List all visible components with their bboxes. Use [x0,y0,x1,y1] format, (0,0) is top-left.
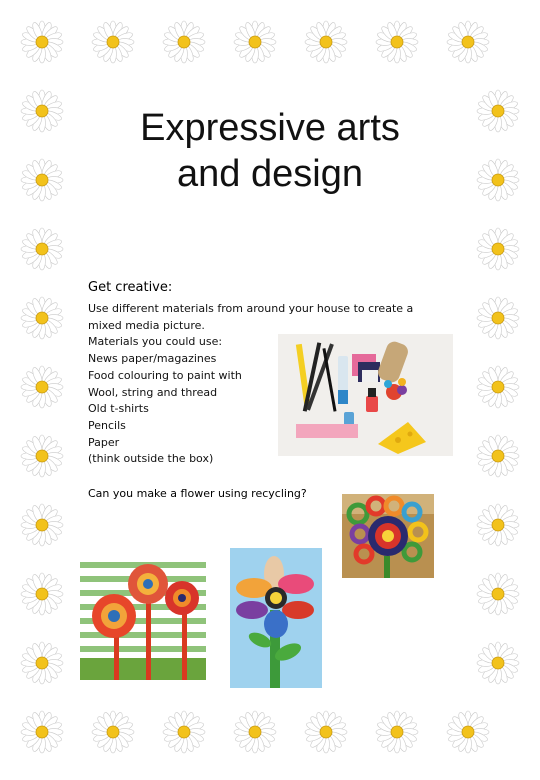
daisy-icon [20,641,64,685]
body-line: Wool, string and thread [88,385,218,399]
daisy-icon [476,227,520,271]
body-line: Materials you could use: [88,335,223,349]
title-line-1: Expressive arts [140,107,400,149]
daisy-icon [91,710,135,754]
daisy-icon [20,503,64,547]
daisy-icon [476,503,520,547]
daisy-icon [304,20,348,64]
daisy-icon [476,572,520,616]
craft-materials-photo [278,334,453,456]
daisy-icon [304,710,348,754]
body-line: Food colouring to paint with [88,368,242,382]
daisy-icon [476,641,520,685]
daisy-icon [20,20,64,64]
daisy-icon [20,710,64,754]
body-line: Old t-shirts [88,402,149,416]
daisy-icon [162,20,206,64]
body-line: Paper [88,435,120,449]
daisy-icon [233,20,277,64]
daisy-icon [20,365,64,409]
daisy-icon [20,89,64,133]
daisy-icon [162,710,206,754]
daisy-icon [446,20,490,64]
daisy-icon [375,710,419,754]
daisy-icon [375,20,419,64]
daisy-icon [20,158,64,202]
daisy-icon [91,20,135,64]
section-heading: Get creative: [88,280,173,295]
daisy-icon [476,365,520,409]
daisy-icon [20,227,64,271]
daisy-icon [233,710,277,754]
daisy-icon [20,572,64,616]
daisy-icon [446,710,490,754]
body-line: Use different materials from around your house to create a [88,302,414,315]
daisy-icon [476,158,520,202]
recycled-flower-collage [342,494,434,578]
title-line-2: and design [177,153,363,195]
daisy-icon [20,434,64,478]
flower-question: Can you make a flower using recycling? [88,487,307,500]
magazine-flower-collage [230,548,322,688]
daisy-icon [20,296,64,340]
body-line: (think outside the box) [88,452,214,466]
daisy-icon [476,434,520,478]
body-line: mixed media picture. [88,318,205,332]
body-line: News paper/magazines [88,352,217,366]
daisy-icon [476,296,520,340]
striped-flower-collage [80,558,206,680]
page-title [60,105,480,197]
daisy-icon [476,89,520,133]
body-line: Pencils [88,418,126,432]
